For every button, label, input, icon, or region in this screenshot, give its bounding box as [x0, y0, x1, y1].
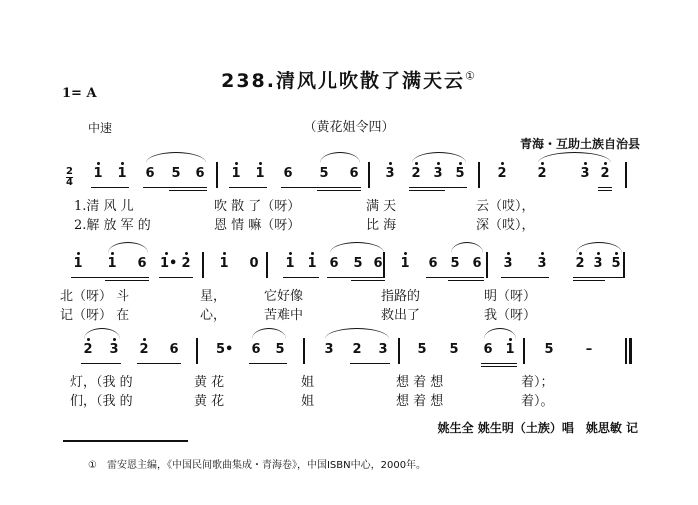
note: [318, 166, 330, 181]
note-number: 6: [472, 256, 482, 271]
note-number: 1: [107, 256, 117, 271]
lyric-verse-2: 们，（我 的: [70, 394, 133, 409]
note-number: 6: [428, 256, 438, 271]
bar-line: [202, 252, 204, 278]
note-number: 6: [195, 166, 205, 181]
bar-line: [486, 252, 488, 278]
octave-dot-high: [259, 162, 262, 165]
lyric-verse-1: 星，: [200, 289, 227, 304]
duration-underline: [71, 277, 149, 278]
note-number: 5: [450, 256, 460, 271]
note: [496, 166, 508, 181]
bar-line: [478, 162, 480, 188]
note-number: 2: [575, 256, 585, 271]
note-number: 3: [378, 342, 388, 357]
measure: [484, 252, 623, 342]
measure: [476, 162, 625, 252]
final-bar-line: [629, 338, 632, 364]
note: [218, 256, 230, 271]
note: [574, 256, 586, 271]
note-number: 5: [353, 256, 363, 271]
note-number: –: [585, 342, 593, 357]
note-number: 2: [411, 166, 421, 181]
footnote-mark: ①: [465, 69, 477, 83]
octave-dot-high: [185, 252, 188, 255]
note-number: 1: [505, 342, 515, 357]
slur: [538, 152, 611, 163]
note: [106, 256, 118, 271]
bar-line: [523, 338, 525, 364]
note: [323, 342, 335, 357]
note-number: 3: [385, 166, 395, 181]
lyric-verse-2: 着）。: [521, 394, 554, 409]
note: [427, 256, 439, 271]
time-signature-top: 2: [66, 166, 73, 177]
duration-underline: [229, 187, 267, 188]
note: [504, 342, 516, 357]
duration-underline: [317, 190, 361, 191]
note: [482, 342, 494, 357]
note-number: 1: [400, 256, 410, 271]
measure: [396, 338, 523, 428]
lyric-verse-1: 着）；: [521, 375, 554, 390]
note-number: 1: [73, 256, 83, 271]
note-number: 1•: [160, 256, 178, 271]
note: [384, 166, 396, 181]
note: [282, 166, 294, 181]
measure: [521, 338, 625, 428]
footnote-divider: [63, 440, 188, 442]
title-text: 238.清风儿吹散了满天云: [221, 70, 465, 92]
note: [168, 342, 180, 357]
note: [448, 342, 460, 357]
note: [92, 166, 104, 181]
octave-dot-high: [165, 252, 168, 255]
note-number: 5: [544, 342, 554, 357]
note-number: 6: [373, 256, 383, 271]
note: [536, 166, 548, 181]
note-number: 5: [611, 256, 621, 271]
bar-line: [196, 338, 198, 364]
note: [543, 342, 555, 357]
score-row: [0, 162, 698, 252]
duration-underline: [91, 187, 129, 188]
measure: [74, 162, 216, 252]
note-number: 3: [109, 342, 119, 357]
slur: [412, 152, 466, 163]
note-number: 5: [171, 166, 181, 181]
note-number: 1: [255, 166, 265, 181]
note: [471, 256, 483, 271]
note: [180, 256, 192, 271]
duration-underline: [409, 187, 467, 188]
duration-underline: [481, 363, 517, 364]
lyric-verse-2: 黄 花: [194, 394, 225, 409]
note: [377, 342, 389, 357]
duration-underline: [283, 277, 319, 278]
lyric-verse-1: 姐: [301, 375, 315, 390]
octave-dot-high: [311, 252, 314, 255]
slur: [146, 152, 206, 163]
note-number: 6: [483, 342, 493, 357]
lyric-verse-2: 姐: [301, 394, 315, 409]
note: [536, 256, 548, 271]
note: [610, 256, 622, 271]
lyric-verse-2: 我（呀）: [484, 308, 537, 323]
tune-name: （黄花姐令四）: [303, 120, 395, 135]
lyric-verse-1: 云（哎），: [476, 199, 535, 214]
note-number: 5: [275, 342, 285, 357]
duration-underline: [409, 190, 445, 191]
lyric-verse-1: 灯，（我 的: [70, 375, 133, 390]
note: [72, 256, 84, 271]
lyric-verse-1: 它好像: [264, 289, 304, 304]
duration-underline: [426, 277, 484, 278]
note-number: 2: [181, 256, 191, 271]
lyric-verse-2: 记（呀） 在: [60, 308, 130, 323]
note-number: 2: [537, 166, 547, 181]
octave-dot-high: [77, 252, 80, 255]
lyric-verse-2: 恩 情 嘛（呀）: [214, 218, 301, 233]
octave-dot-high: [389, 162, 392, 165]
octave-dot-high: [507, 252, 510, 255]
duration-underline: [573, 277, 623, 278]
note-number: 3: [593, 256, 603, 271]
note-number: 2: [497, 166, 507, 181]
measure: [301, 338, 398, 428]
bar-line: [266, 252, 268, 278]
duration-underline: [573, 280, 605, 281]
note-number: 1: [231, 166, 241, 181]
measure: [60, 252, 202, 342]
bar-line: [623, 252, 625, 278]
note: [82, 342, 94, 357]
note: [274, 342, 286, 357]
duration-underline: [143, 187, 207, 188]
note: [351, 342, 363, 357]
lyric-verse-1: 北（呀） 斗: [60, 289, 130, 304]
footnote: ① 雷安恩主编，《中国民间歌曲集成・青海卷》，中国ISBN中心，2000年。: [88, 460, 427, 471]
note: [449, 256, 461, 271]
note-number: 6: [137, 256, 147, 271]
lyric-verse-1: 吹 散 了（呀）: [214, 199, 301, 214]
note-number: 1: [219, 256, 229, 271]
lyric-verse-2: 救出了: [381, 308, 421, 323]
bar-line: [216, 162, 218, 188]
duration-underline: [105, 280, 149, 281]
octave-dot-high: [501, 162, 504, 165]
note-number: 1: [285, 256, 295, 271]
note-number: 6: [169, 342, 179, 357]
note: [284, 256, 296, 271]
key-signature: 1= A: [62, 86, 97, 101]
measure: [70, 338, 196, 428]
duration-underline: [448, 280, 484, 281]
bar-line: [368, 162, 370, 188]
note-number: 6: [283, 166, 293, 181]
duration-underline: [281, 187, 361, 188]
score-row: [0, 338, 698, 428]
note-number: 5•: [216, 342, 234, 357]
note-number: 6: [145, 166, 155, 181]
song-title: [0, 66, 698, 93]
note-number: 5: [455, 166, 465, 181]
octave-dot-high: [541, 252, 544, 255]
note: [254, 166, 266, 181]
octave-dot-high: [223, 252, 226, 255]
lyric-verse-1: 想 着 想: [396, 375, 444, 390]
duration-underline: [350, 363, 390, 364]
measure: [214, 162, 368, 252]
note: [306, 256, 318, 271]
note: [160, 256, 178, 271]
note-number: 3: [433, 166, 443, 181]
note-number: 2: [83, 342, 93, 357]
lyric-verse-1: 明（呀）: [484, 289, 537, 304]
duration-underline: [159, 277, 193, 278]
note: [416, 342, 428, 357]
lyric-verse-2: 深（哎），: [476, 218, 535, 233]
time-signature-bottom: 4: [66, 177, 73, 188]
duration-underline: [169, 190, 207, 191]
note-number: 1: [307, 256, 317, 271]
tempo-marking: 中速: [88, 121, 113, 135]
note-number: 3: [580, 166, 590, 181]
duration-underline: [501, 277, 549, 278]
note-number: 6: [329, 256, 339, 271]
bar-line: [625, 162, 627, 188]
lyric-verse-1: 1.清 风 儿: [74, 199, 134, 214]
note-number: 0: [249, 256, 259, 271]
duration-underline: [249, 363, 287, 364]
note: [328, 256, 340, 271]
credit-line: 姚生全 姚生明（土族）唱 姚思敏 记: [437, 421, 638, 435]
note: [348, 166, 360, 181]
bar-line: [303, 338, 305, 364]
slur: [320, 152, 360, 163]
octave-dot-high: [121, 162, 124, 165]
measure: [194, 338, 303, 428]
note: [250, 342, 262, 357]
note: [583, 342, 595, 357]
lyric-verse-2: 心，: [200, 308, 227, 323]
lyric-verse-1: 满 天: [366, 199, 397, 214]
duration-underline: [351, 280, 385, 281]
note: [138, 342, 150, 357]
duration-underline: [81, 363, 121, 364]
note-number: 1: [117, 166, 127, 181]
duration-underline: [481, 366, 517, 367]
lyric-verse-1: 黄 花: [194, 375, 225, 390]
lyric-verse-2: 苦难中: [264, 308, 304, 323]
lyric-verse-2: 比 海: [366, 218, 397, 233]
octave-dot-high: [289, 252, 292, 255]
note-number: 2: [352, 342, 362, 357]
measure: [200, 252, 266, 342]
bar-line: [398, 338, 400, 364]
lyric-verse-2: 2.解 放 军 的: [74, 218, 151, 233]
duration-underline: [598, 187, 612, 188]
note: [599, 166, 611, 181]
note-number: 3: [503, 256, 513, 271]
note-number: 2: [139, 342, 149, 357]
region-label: 青海・互助土族自治县: [519, 137, 640, 151]
note-number: 1: [93, 166, 103, 181]
octave-dot-high: [97, 162, 100, 165]
note-number: 6: [349, 166, 359, 181]
measure: [381, 252, 486, 342]
note-number: 5: [319, 166, 329, 181]
duration-underline: [598, 190, 612, 191]
note: [170, 166, 182, 181]
note: [144, 166, 156, 181]
note: [502, 256, 514, 271]
note-number: 3: [537, 256, 547, 271]
octave-dot-high: [143, 338, 146, 341]
note: [116, 166, 128, 181]
note: [108, 342, 120, 357]
bar-line: [383, 252, 385, 278]
duration-underline: [137, 363, 181, 364]
note: [579, 166, 591, 181]
note: [230, 166, 242, 181]
note-number: 5: [449, 342, 459, 357]
note: [248, 256, 260, 271]
note-number: 6: [251, 342, 261, 357]
note: [399, 256, 411, 271]
bar-line: [625, 338, 627, 364]
octave-dot-high: [404, 252, 407, 255]
note-number: 3: [324, 342, 334, 357]
note: [194, 166, 206, 181]
note: [136, 256, 148, 271]
octave-dot-high: [235, 162, 238, 165]
note: [352, 256, 364, 271]
note: [432, 166, 444, 181]
duration-underline: [327, 277, 385, 278]
note-number: 2: [600, 166, 610, 181]
measure: [366, 162, 478, 252]
note-number: 5: [417, 342, 427, 357]
lyric-verse-1: 指路的: [381, 289, 421, 304]
note: [410, 166, 422, 181]
note: [216, 342, 234, 357]
note: [592, 256, 604, 271]
lyric-verse-2: 想 着 想: [396, 394, 444, 409]
note: [454, 166, 466, 181]
